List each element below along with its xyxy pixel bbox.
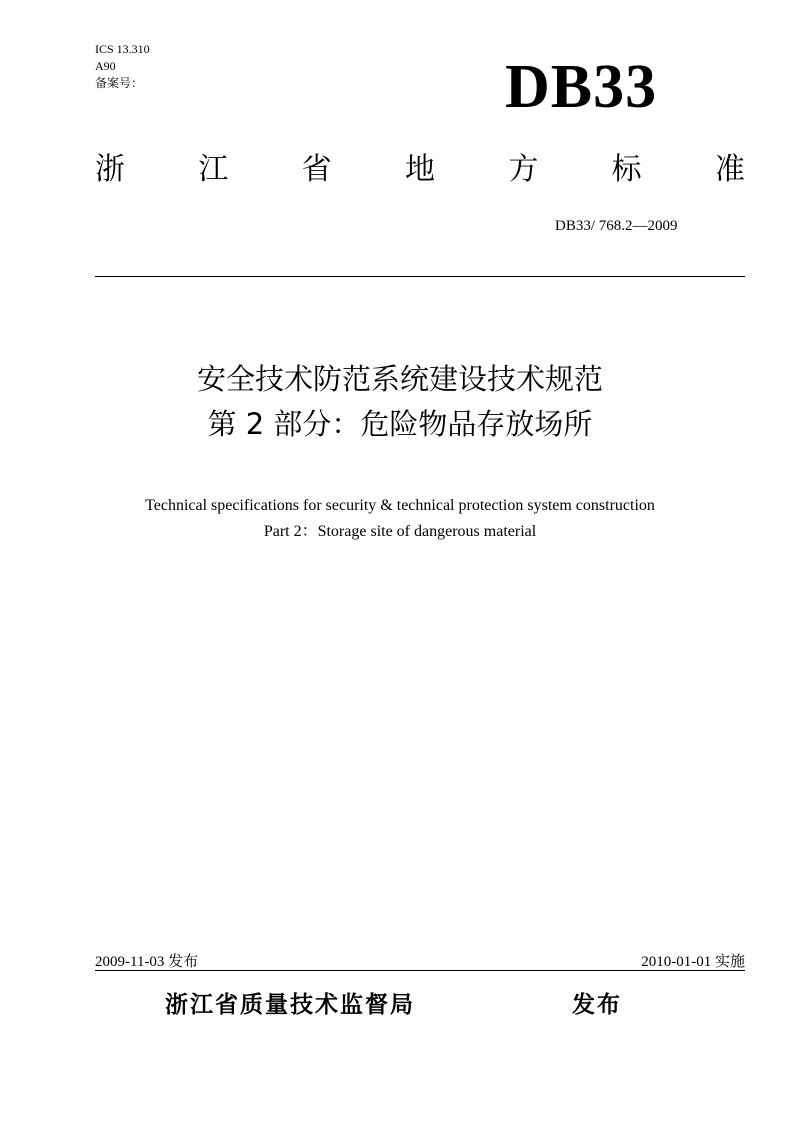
classification-block [95, 41, 150, 92]
standard-type-char: 省 [301, 152, 332, 187]
title-zh-line1: 安全技术防范系统建设技术规范 [196, 362, 603, 396]
standard-type-char: 方 [508, 152, 539, 187]
issue-date: 2009-11-03 发布 [95, 954, 199, 970]
implementation-date: 2010-01-01 实施 [641, 954, 745, 970]
standard-type-char: 江 [198, 152, 229, 187]
ics-code: ICS 13.310 [95, 42, 150, 56]
issued-label: 发布 [572, 991, 622, 1018]
standard-number: DB33/ 768.2—2009 [555, 218, 678, 234]
standard-type-char: 准 [714, 152, 745, 187]
standard-type-char: 地 [404, 152, 435, 187]
bottom-divider [95, 970, 745, 971]
standard-type-char: 浙 [95, 152, 125, 187]
record-number-label: 备案号： [95, 76, 144, 90]
standard-code-logo: DB33 [505, 53, 658, 121]
standard-type-heading [95, 150, 745, 190]
title-zh-line2: 第 2 部分：危险物品存放场所 [207, 407, 593, 441]
title-en-line2: Part 2：Storage site of dangerous material [263, 523, 537, 540]
issuing-authority: 浙江省质量技术监督局 [165, 991, 415, 1018]
top-divider [95, 276, 745, 277]
ccs-code: A90 [95, 59, 116, 73]
standard-type-char: 标 [611, 152, 642, 187]
title-en-line1: Technical specifications for security & technical protection system construction [145, 497, 655, 514]
